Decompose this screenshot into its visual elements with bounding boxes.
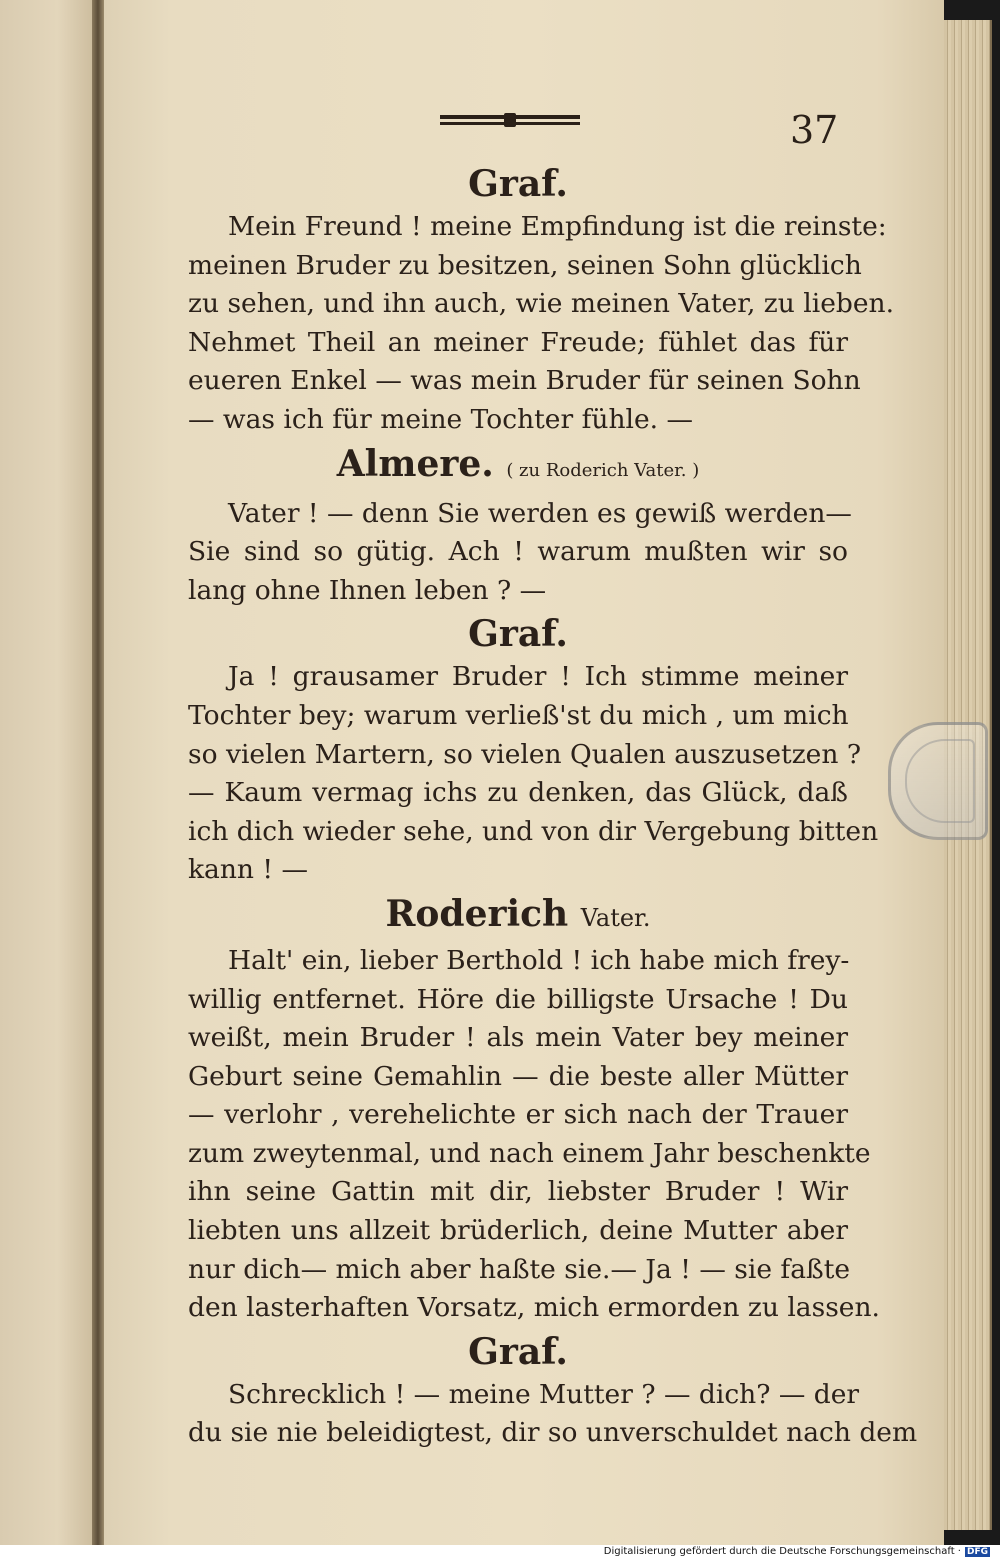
speaker-name: Almere. — [336, 442, 494, 485]
text-line: Geburt seine Gemahlin — die beste aller Mütter — [188, 1060, 848, 1092]
book-gutter — [92, 0, 104, 1545]
left-facing-page — [0, 0, 96, 1545]
text-line: du sie nie beleidigtest, dir so unverschuldet nach dem — [188, 1417, 918, 1449]
speaker-name: Graf. — [468, 163, 568, 205]
speaker-heading — [188, 442, 848, 493]
text-line: eueren Enkel — was mein Bruder für seinen Sohn — [188, 365, 861, 397]
text-line: Tochter bey; warum verließ'st du mich , um mich — [188, 699, 849, 731]
text-line: ihn seine Gattin mit dir, liebster Bruder ! Wir — [188, 1176, 848, 1208]
text-line: — was ich für meine Tochter fühle. — — [188, 403, 694, 435]
speaker-heading — [188, 1330, 848, 1374]
text-line: Halt' ein, lieber Berthold ! ich habe mich frey- — [228, 944, 850, 976]
page-clip — [888, 722, 988, 840]
speaker-suffix: Vater. — [580, 903, 651, 932]
dfg-logo: DFG — [966, 1547, 988, 1557]
speaker-heading — [188, 892, 848, 940]
text-line: liebten uns allzeit brüderlich, deine Mutter aber — [188, 1215, 848, 1247]
speaker-name: Graf. — [468, 1330, 568, 1373]
page-number: 37 — [790, 108, 839, 152]
text-line: zu sehen, und ihn auch, wie meinen Vater, zu lieben. — [188, 288, 895, 320]
text-line: meinen Bruder zu besitzen, seinen Sohn glücklich — [188, 249, 862, 281]
header-ornament — [440, 115, 580, 127]
text-line: Schrecklich ! — meine Mutter ? — dich? — der — [228, 1378, 860, 1410]
footer-credit-text: Digitalisierung gefördert durch die Deutsche Forschungsgemeinschaft · — [603, 1546, 961, 1557]
footer-credit — [604, 1546, 990, 1557]
text-line: zum zweytenmal, und nach einem Jahr beschenkte — [188, 1137, 871, 1169]
speaker-name: Roderich — [385, 892, 569, 935]
text-line: kann ! — — [188, 854, 308, 886]
text-line: willig entfernet. Höre die billigste Ursache ! Du — [188, 983, 848, 1015]
text-line: weißt, mein Bruder ! als mein Vater bey meiner — [188, 1022, 848, 1054]
text-line: ich dich wieder sehe, und von dir Vergebung bitten — [188, 815, 879, 847]
speaker-heading — [188, 162, 848, 206]
text-line: Ja ! grausamer Bruder ! Ich stimme meiner — [228, 661, 848, 693]
text-line: Vater ! — denn Sie werden es gewiß werden— — [228, 497, 852, 529]
stage-direction: ( zu Roderich Vater. ) — [506, 459, 700, 481]
page-text — [188, 160, 918, 1453]
text-line: nur dich— mich aber haßte sie.— Ja ! — sie faßte — [188, 1253, 851, 1285]
text-line: — Kaum vermag ichs zu denken, das Glück, daß — [188, 777, 848, 809]
speaker-heading — [188, 612, 848, 656]
speaker-name: Graf. — [468, 613, 568, 656]
text-line: Nehmet Theil an meiner Freude; fühlet das für — [188, 326, 848, 358]
text-line: Mein Freund ! meine Empfindung ist die reinste: — [228, 211, 887, 242]
text-line: lang ohne Ihnen leben ? — — [188, 574, 547, 606]
text-line: den lasterhaften Vorsatz, mich ermorden zu lassen. — [188, 1292, 880, 1324]
text-line: — verlohr , verehelichte er sich nach der Trauer — [188, 1099, 848, 1131]
text-line: Sie sind so gütig. Ach ! warum mußten wir so — [188, 536, 848, 568]
text-line: so vielen Martern, so vielen Qualen auszusetzen ? — [188, 738, 862, 770]
